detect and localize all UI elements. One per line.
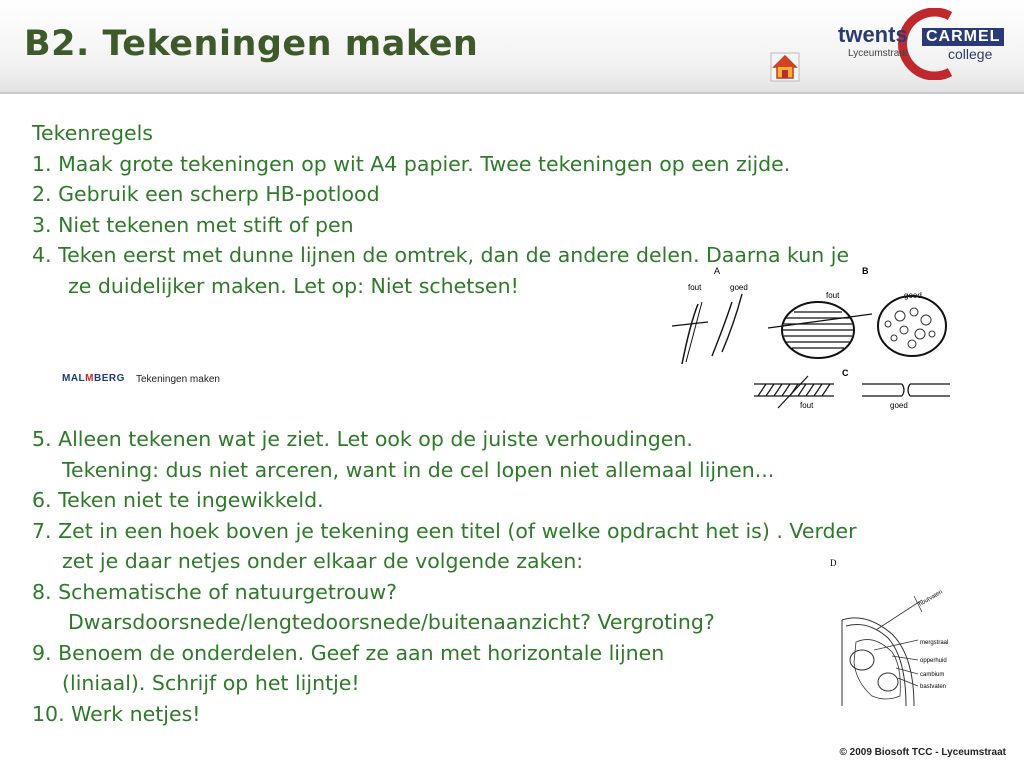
malmberg-m: M bbox=[85, 373, 95, 384]
rule-8-cont: Dwarsdoorsnede/lengtedoorsnede/buitenaanzicht? Vergroting? bbox=[68, 610, 715, 634]
fig-d-opperhuid: opperhuid bbox=[920, 658, 947, 664]
malmberg-logo bbox=[62, 373, 125, 384]
rule-2: 2. Gebruik een scherp HB-potlood bbox=[32, 182, 380, 206]
rules-bottom bbox=[32, 424, 857, 729]
rule-10: 10. Werk netjes! bbox=[32, 701, 201, 726]
home-button[interactable] bbox=[770, 52, 800, 82]
fig-a-fout: fout bbox=[688, 283, 702, 292]
fig-d-bastvaten: bastvaten bbox=[920, 684, 947, 690]
rule-3: 3. Niet tekenen met stift of pen bbox=[32, 212, 354, 237]
rule-5: 5. Alleen tekenen wat je ziet. Let ook op de juiste verhoudingen. bbox=[32, 427, 693, 451]
fig-d-cambium: cambium bbox=[920, 672, 945, 678]
logo-carmel: CARMEL bbox=[922, 28, 1004, 46]
rule-7: 7. Zet in een hoek boven je tekening een titel (of welke opdracht het is) . Verder bbox=[32, 518, 857, 543]
rule-6: 6. Teken niet te ingewikkeld. bbox=[32, 488, 324, 512]
fig-c-fout: fout bbox=[800, 401, 814, 410]
home-icon bbox=[770, 52, 800, 82]
fig-b-fout: fout bbox=[826, 291, 840, 300]
rule-4-cont: ze duidelijker maken. Let op: Niet schetsen! bbox=[68, 273, 519, 298]
malmberg-left: MAL bbox=[62, 373, 86, 384]
figure-d bbox=[826, 556, 956, 712]
logo-twents: twents bbox=[838, 22, 908, 47]
fig-d-houtvaten: houtvaten bbox=[918, 589, 944, 608]
figure-abc bbox=[668, 264, 958, 412]
fig-label-c: C bbox=[842, 368, 849, 378]
fig-a-goed: goed bbox=[730, 283, 748, 292]
fig-label-b: B bbox=[862, 266, 869, 276]
fig-b-goed: goed bbox=[904, 291, 922, 300]
rule-9: 9. Benoem de onderdelen. Geef ze aan met horizontale lijnen bbox=[32, 640, 665, 665]
rule-7-cont: zet je daar netjes onder elkaar de volgende zaken: bbox=[62, 549, 584, 573]
header-bar bbox=[0, 0, 1024, 94]
rule-4: 4. Teken eerst met dunne lijnen de omtrek, dan de andere delen. Daarna kun je bbox=[32, 243, 850, 267]
malmberg-caption: Tekeningen maken bbox=[136, 374, 220, 385]
fig-d-mergstraal: mergstraal bbox=[920, 640, 949, 646]
rule-8: 8. Schematische of natuurgetrouw? bbox=[32, 579, 398, 604]
logo-college: college bbox=[948, 46, 993, 62]
logo-lyceumstraat: Lyceumstraat bbox=[848, 48, 908, 59]
fig-label-a: A bbox=[714, 266, 721, 276]
fig-label-d: D bbox=[830, 558, 837, 568]
copyright-footer: © 2009 Biosoft TCC - Lyceumstraat bbox=[839, 747, 1006, 758]
rule-1: 1. Maak grote tekeningen op wit A4 papier. Twee tekeningen op een zijde. bbox=[32, 151, 791, 176]
rules-heading: Tekenregels bbox=[32, 121, 153, 145]
malmberg-right: BERG bbox=[94, 373, 125, 384]
school-logo bbox=[832, 8, 1012, 80]
fig-c-goed: goed bbox=[890, 401, 908, 410]
rule-5-cont: Tekening: dus niet arceren, want in de cel lopen niet allemaal lijnen... bbox=[62, 457, 775, 482]
page-title: B2. Tekeningen maken bbox=[24, 24, 479, 64]
rule-9-cont: (liniaal). Schrijf op het lijntje! bbox=[62, 671, 360, 695]
